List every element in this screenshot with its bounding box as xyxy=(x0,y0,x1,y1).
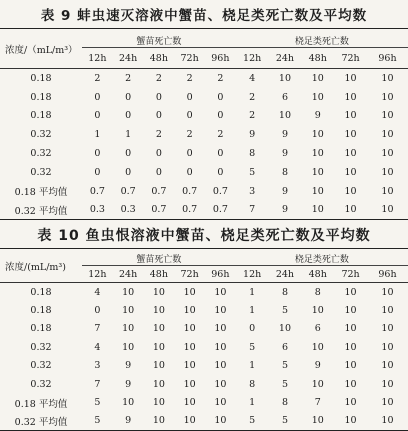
value-cell: 10 xyxy=(278,72,291,84)
time-header-cell: 72h xyxy=(334,48,367,69)
value-cell: 10 xyxy=(214,341,227,353)
table-row xyxy=(0,182,408,201)
table-row xyxy=(0,301,408,319)
value-cell: 10 xyxy=(122,286,135,298)
value-cell: 9 xyxy=(113,412,144,431)
value-cell: 10 xyxy=(122,305,135,317)
concentration-cell: 0.18 平均值 xyxy=(14,398,68,410)
value-cell: 10 xyxy=(334,412,367,431)
value-cell: 0 xyxy=(217,166,224,178)
value-cell: 10 xyxy=(311,305,324,317)
value-cell: 7 xyxy=(314,397,321,409)
value-cell: 9 xyxy=(125,360,132,372)
time-header-cell: 12h xyxy=(236,48,269,69)
value-cell: 10 xyxy=(183,378,196,390)
value-cell: 5 xyxy=(82,412,113,431)
value-cell: 5 xyxy=(94,397,101,409)
value-cell: 0.7 xyxy=(120,185,136,197)
value-cell: 1 xyxy=(249,305,256,317)
concentration-cell: 0.18 xyxy=(30,110,52,122)
value-cell: 8 xyxy=(281,397,288,409)
value-cell: 6 xyxy=(314,323,321,335)
value-cell: 10 xyxy=(311,91,324,103)
table-row xyxy=(0,201,408,220)
time-header-cell: 96h xyxy=(205,48,236,69)
value-cell: 0 xyxy=(125,91,132,103)
value-cell: 10 xyxy=(311,378,324,390)
value-cell: 10 xyxy=(183,397,196,409)
value-cell: 2 xyxy=(217,72,224,84)
value-cell: 10 xyxy=(152,397,165,409)
value-cell: 10 xyxy=(214,286,227,298)
value-cell: 0.7 xyxy=(174,201,205,220)
value-cell: 10 xyxy=(367,412,408,431)
value-cell: 4 xyxy=(94,286,101,298)
value-cell: 1 xyxy=(125,129,132,141)
table-row xyxy=(0,375,408,393)
value-cell: 0 xyxy=(155,166,162,178)
value-cell: 10 xyxy=(381,305,394,317)
value-cell: 0 xyxy=(186,110,193,122)
value-cell: 10 xyxy=(344,323,357,335)
concentration-cell: 0.32 xyxy=(30,378,52,390)
value-cell: 10 xyxy=(174,412,205,431)
value-cell: 10 xyxy=(381,148,394,160)
value-cell: 0 xyxy=(94,110,101,122)
value-cell: 10 xyxy=(122,341,135,353)
value-cell: 3 xyxy=(94,360,101,372)
value-cell: 5 xyxy=(269,412,302,431)
value-cell: 10 xyxy=(344,110,357,122)
value-cell: 10 xyxy=(344,185,357,197)
value-cell: 0 xyxy=(155,91,162,103)
value-cell: 10 xyxy=(183,341,196,353)
table-9 xyxy=(0,28,408,220)
value-cell: 9 xyxy=(249,129,256,141)
table-9-conc-header: 浓度/（mL/m³） xyxy=(0,29,82,69)
value-cell: 2 xyxy=(249,91,256,103)
time-header-cell: 24h xyxy=(269,48,302,69)
value-cell: 2 xyxy=(155,129,162,141)
value-cell: 0.7 xyxy=(205,201,236,220)
concentration-cell: 0.18 xyxy=(30,286,52,298)
table-10-conc-header: 浓度/(mL/m³) xyxy=(0,249,82,283)
value-cell: 1 xyxy=(249,397,256,409)
value-cell: 10 xyxy=(183,323,196,335)
concentration-cell: 0.32 平均值 xyxy=(0,412,82,431)
value-cell: 10 xyxy=(344,166,357,178)
value-cell: 4 xyxy=(94,341,101,353)
value-cell: 10 xyxy=(381,378,394,390)
concentration-cell: 0.18 xyxy=(30,72,52,84)
value-cell: 5 xyxy=(281,360,288,372)
value-cell: 6 xyxy=(281,91,288,103)
value-cell: 10 xyxy=(334,201,367,220)
value-cell: 1 xyxy=(249,360,256,372)
value-cell: 8 xyxy=(249,148,256,160)
value-cell: 0.3 xyxy=(113,201,144,220)
table-row xyxy=(0,357,408,375)
value-cell: 10 xyxy=(344,148,357,160)
value-cell: 10 xyxy=(152,360,165,372)
value-cell: 0 xyxy=(94,148,101,160)
value-cell: 10 xyxy=(214,323,227,335)
value-cell: 0.7 xyxy=(144,201,175,220)
table-10-copepod-group-header: 桡足类死亡数 xyxy=(236,249,408,266)
value-cell: 3 xyxy=(249,185,256,197)
value-cell: 2 xyxy=(217,129,224,141)
value-cell: 10 xyxy=(122,323,135,335)
value-cell: 10 xyxy=(152,286,165,298)
table-10-crab-group-header: 蟹苗死亡数 xyxy=(82,249,236,266)
table-row xyxy=(0,107,408,126)
value-cell: 2 xyxy=(155,72,162,84)
value-cell: 0 xyxy=(186,166,193,178)
value-cell: 0 xyxy=(94,305,101,317)
value-cell: 7 xyxy=(94,378,101,390)
time-header-cell: 48h xyxy=(144,48,175,69)
value-cell: 10 xyxy=(381,166,394,178)
value-cell: 10 xyxy=(381,110,394,122)
value-cell: 10 xyxy=(381,286,394,298)
value-cell: 10 xyxy=(344,91,357,103)
value-cell: 10 xyxy=(144,412,175,431)
concentration-cell: 0.32 xyxy=(30,341,52,353)
value-cell: 10 xyxy=(344,72,357,84)
value-cell: 0.7 xyxy=(212,185,228,197)
value-cell: 10 xyxy=(301,412,334,431)
concentration-cell: 0.18 xyxy=(30,305,52,317)
value-cell: 10 xyxy=(344,305,357,317)
time-header-cell: 48h xyxy=(144,266,175,283)
value-cell: 10 xyxy=(381,129,394,141)
value-cell: 10 xyxy=(152,305,165,317)
value-cell: 2 xyxy=(94,72,101,84)
value-cell: 10 xyxy=(311,166,324,178)
value-cell: 10 xyxy=(214,378,227,390)
value-cell: 7 xyxy=(236,201,269,220)
value-cell: 2 xyxy=(125,72,132,84)
value-cell: 2 xyxy=(186,72,193,84)
value-cell: 10 xyxy=(344,378,357,390)
value-cell: 10 xyxy=(122,397,135,409)
value-cell: 9 xyxy=(269,201,302,220)
time-header-cell: 96h xyxy=(367,48,408,69)
table-row xyxy=(0,283,408,302)
value-cell: 9 xyxy=(314,110,321,122)
time-header-cell: 72h xyxy=(174,48,205,69)
concentration-cell: 0.18 xyxy=(30,323,52,335)
value-cell: 0 xyxy=(155,148,162,160)
table-row xyxy=(0,338,408,356)
value-cell: 4 xyxy=(249,72,256,84)
value-cell: 0.3 xyxy=(82,201,113,220)
concentration-cell: 0.32 平均值 xyxy=(0,201,82,220)
value-cell: 10 xyxy=(381,323,394,335)
concentration-cell: 0.32 xyxy=(30,360,52,372)
value-cell: 10 xyxy=(152,341,165,353)
time-header-cell: 72h xyxy=(334,266,367,283)
time-header-cell: 24h xyxy=(269,266,302,283)
time-header-cell: 24h xyxy=(113,48,144,69)
time-header-cell: 96h xyxy=(205,266,236,283)
table-9-crab-group-header: 蟹苗死亡数 xyxy=(82,29,236,48)
value-cell: 5 xyxy=(249,166,256,178)
value-cell: 9 xyxy=(281,129,288,141)
value-cell: 0 xyxy=(125,166,132,178)
value-cell: 0 xyxy=(217,110,224,122)
value-cell: 10 xyxy=(381,185,394,197)
value-cell: 0.7 xyxy=(182,185,198,197)
value-cell: 0 xyxy=(94,91,101,103)
value-cell: 0 xyxy=(249,323,256,335)
value-cell: 10 xyxy=(311,129,324,141)
value-cell: 9 xyxy=(281,148,288,160)
concentration-cell: 0.18 xyxy=(30,91,52,103)
table-10 xyxy=(0,248,408,431)
value-cell: 8 xyxy=(281,166,288,178)
value-cell: 5 xyxy=(249,341,256,353)
concentration-cell: 0.18 平均值 xyxy=(14,187,68,199)
value-cell: 10 xyxy=(278,110,291,122)
time-header-cell: 12h xyxy=(82,266,113,283)
value-cell: 9 xyxy=(314,360,321,372)
value-cell: 10 xyxy=(381,360,394,372)
value-cell: 0 xyxy=(217,91,224,103)
table-10-caption: 表 10 鱼虫恨溶液中蟹苗、桡足类死亡数及平均数 xyxy=(37,228,371,244)
value-cell: 5 xyxy=(281,305,288,317)
value-cell: 0.7 xyxy=(89,185,105,197)
value-cell: 5 xyxy=(236,412,269,431)
value-cell: 9 xyxy=(125,378,132,390)
value-cell: 5 xyxy=(281,378,288,390)
value-cell: 10 xyxy=(344,286,357,298)
value-cell: 6 xyxy=(281,341,288,353)
value-cell: 10 xyxy=(381,72,394,84)
value-cell: 10 xyxy=(183,286,196,298)
value-cell: 2 xyxy=(249,110,256,122)
table-row xyxy=(0,412,408,431)
value-cell: 10 xyxy=(367,201,408,220)
value-cell: 10 xyxy=(152,323,165,335)
time-header-cell: 48h xyxy=(301,266,334,283)
time-header-cell: 72h xyxy=(174,266,205,283)
value-cell: 9 xyxy=(281,185,288,197)
table-row xyxy=(0,69,408,88)
value-cell: 10 xyxy=(301,201,334,220)
value-cell: 10 xyxy=(278,323,291,335)
value-cell: 10 xyxy=(183,360,196,372)
table-row xyxy=(0,320,408,338)
time-header-cell: 96h xyxy=(367,266,408,283)
value-cell: 0 xyxy=(125,110,132,122)
concentration-cell: 0.32 xyxy=(30,166,52,178)
value-cell: 10 xyxy=(381,91,394,103)
value-cell: 10 xyxy=(311,185,324,197)
value-cell: 10 xyxy=(381,341,394,353)
value-cell: 10 xyxy=(152,378,165,390)
value-cell: 10 xyxy=(344,341,357,353)
table-row xyxy=(0,125,408,144)
value-cell: 10 xyxy=(311,72,324,84)
table-row xyxy=(0,163,408,182)
value-cell: 10 xyxy=(183,305,196,317)
value-cell: 0 xyxy=(217,148,224,160)
table-9-caption: 表 9 蚌虫速灭溶液中蟹苗、桡足类死亡数及平均数 xyxy=(40,8,368,24)
value-cell: 10 xyxy=(214,397,227,409)
value-cell: 8 xyxy=(249,378,256,390)
value-cell: 0 xyxy=(94,166,101,178)
value-cell: 10 xyxy=(344,397,357,409)
concentration-cell: 0.32 xyxy=(30,129,52,141)
table-row xyxy=(0,393,408,411)
value-cell: 10 xyxy=(311,148,324,160)
time-header-cell: 12h xyxy=(82,48,113,69)
value-cell: 8 xyxy=(314,286,321,298)
value-cell: 1 xyxy=(94,129,101,141)
value-cell: 0.7 xyxy=(151,185,167,197)
value-cell: 10 xyxy=(381,397,394,409)
value-cell: 10 xyxy=(344,129,357,141)
value-cell: 8 xyxy=(281,286,288,298)
table-row xyxy=(0,88,408,107)
table-9-copepod-group-header: 桡足类死亡数 xyxy=(236,29,408,48)
value-cell: 10 xyxy=(311,341,324,353)
value-cell: 10 xyxy=(344,360,357,372)
table-row xyxy=(0,144,408,163)
time-header-cell: 48h xyxy=(301,48,334,69)
value-cell: 10 xyxy=(205,412,236,431)
value-cell: 0 xyxy=(186,148,193,160)
value-cell: 10 xyxy=(214,360,227,372)
value-cell: 0 xyxy=(155,110,162,122)
value-cell: 0 xyxy=(125,148,132,160)
value-cell: 1 xyxy=(249,286,256,298)
value-cell: 0 xyxy=(186,91,193,103)
time-header-cell: 12h xyxy=(236,266,269,283)
value-cell: 7 xyxy=(94,323,101,335)
time-header-cell: 24h xyxy=(113,266,144,283)
concentration-cell: 0.32 xyxy=(30,148,52,160)
value-cell: 10 xyxy=(214,305,227,317)
value-cell: 2 xyxy=(186,129,193,141)
